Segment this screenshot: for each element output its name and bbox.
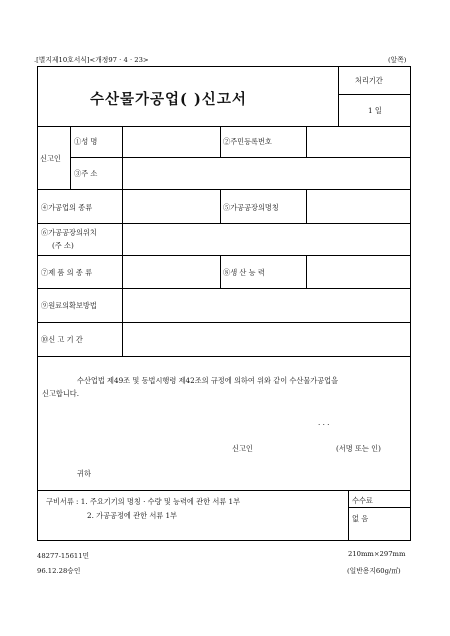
capacity-label: ⑧생 산 능 력 [223, 268, 265, 277]
address-field[interactable] [123, 158, 410, 188]
address-label: ③주 소 [74, 169, 98, 178]
attachments-item2: 2. 가공공정에 관한 서류 1부 [87, 511, 178, 520]
processing-type-field[interactable] [123, 190, 219, 222]
raw-material-label: ⑨원료의확보방법 [41, 301, 97, 310]
processing-period-value: 1 일 [368, 106, 382, 115]
raw-material-field[interactable] [123, 289, 410, 321]
name-field[interactable] [123, 127, 219, 156]
processing-type-label: ④가공업의 종류 [41, 203, 93, 212]
recipient-suffix: 귀하 [77, 469, 91, 478]
footer-size: 210mm×297mm [348, 550, 406, 558]
facility-name-field[interactable] [307, 190, 410, 222]
processing-period-label: 처리기간 [355, 76, 383, 85]
facility-location-field[interactable] [123, 224, 410, 254]
name-label: ①성 명 [74, 137, 98, 146]
declaration-text-line1: 수산업법 제49조 및 동법시행령 제42조의 규정에 의하여 위와 같이 수산물가공업을 [77, 376, 339, 385]
applicant-section-label: 신고인 [40, 154, 61, 163]
date-dots: . . . [318, 418, 330, 427]
footer-code: 48277-15611민 [37, 552, 90, 560]
fee-label: 수수료 [352, 496, 373, 505]
footer-paper: (일반용지60g/㎡) [347, 567, 401, 575]
footer-approval: 96.12.28승인 [37, 567, 81, 575]
facility-name-label: ⑤가공공장의명칭 [223, 203, 279, 212]
product-type-field[interactable] [123, 256, 219, 287]
side-label: (앞쪽) [388, 56, 407, 64]
declaration-text-line2: 신고합니다. [42, 389, 80, 398]
id-number-field[interactable] [307, 127, 410, 156]
form-title: 수산물가공업( )신고서 [90, 91, 247, 108]
facility-location-sublabel: (주 소) [52, 241, 74, 250]
facility-location-label: ⑥가공공장의위치 [41, 228, 97, 237]
signer-label: 신고인 [232, 444, 253, 453]
id-number-label: ②주민등록번호 [223, 137, 272, 146]
product-type-label: ⑦제 품 의 종 류 [41, 268, 93, 277]
form-id: .[별지제10호서식]<개정97 · 4 · 23> [34, 56, 149, 64]
fee-value: 없 음 [352, 514, 369, 523]
reporting-period-field[interactable] [123, 323, 410, 355]
signature-note: (서명 또는 인) [336, 444, 381, 453]
capacity-field[interactable] [307, 256, 410, 287]
attachments-label: 구비서류 : 1. 주요기기의 명칭 · 수량 및 능력에 관한 서류 1부 [46, 497, 241, 506]
reporting-period-label: ⑩신 고 기 간 [41, 335, 83, 344]
